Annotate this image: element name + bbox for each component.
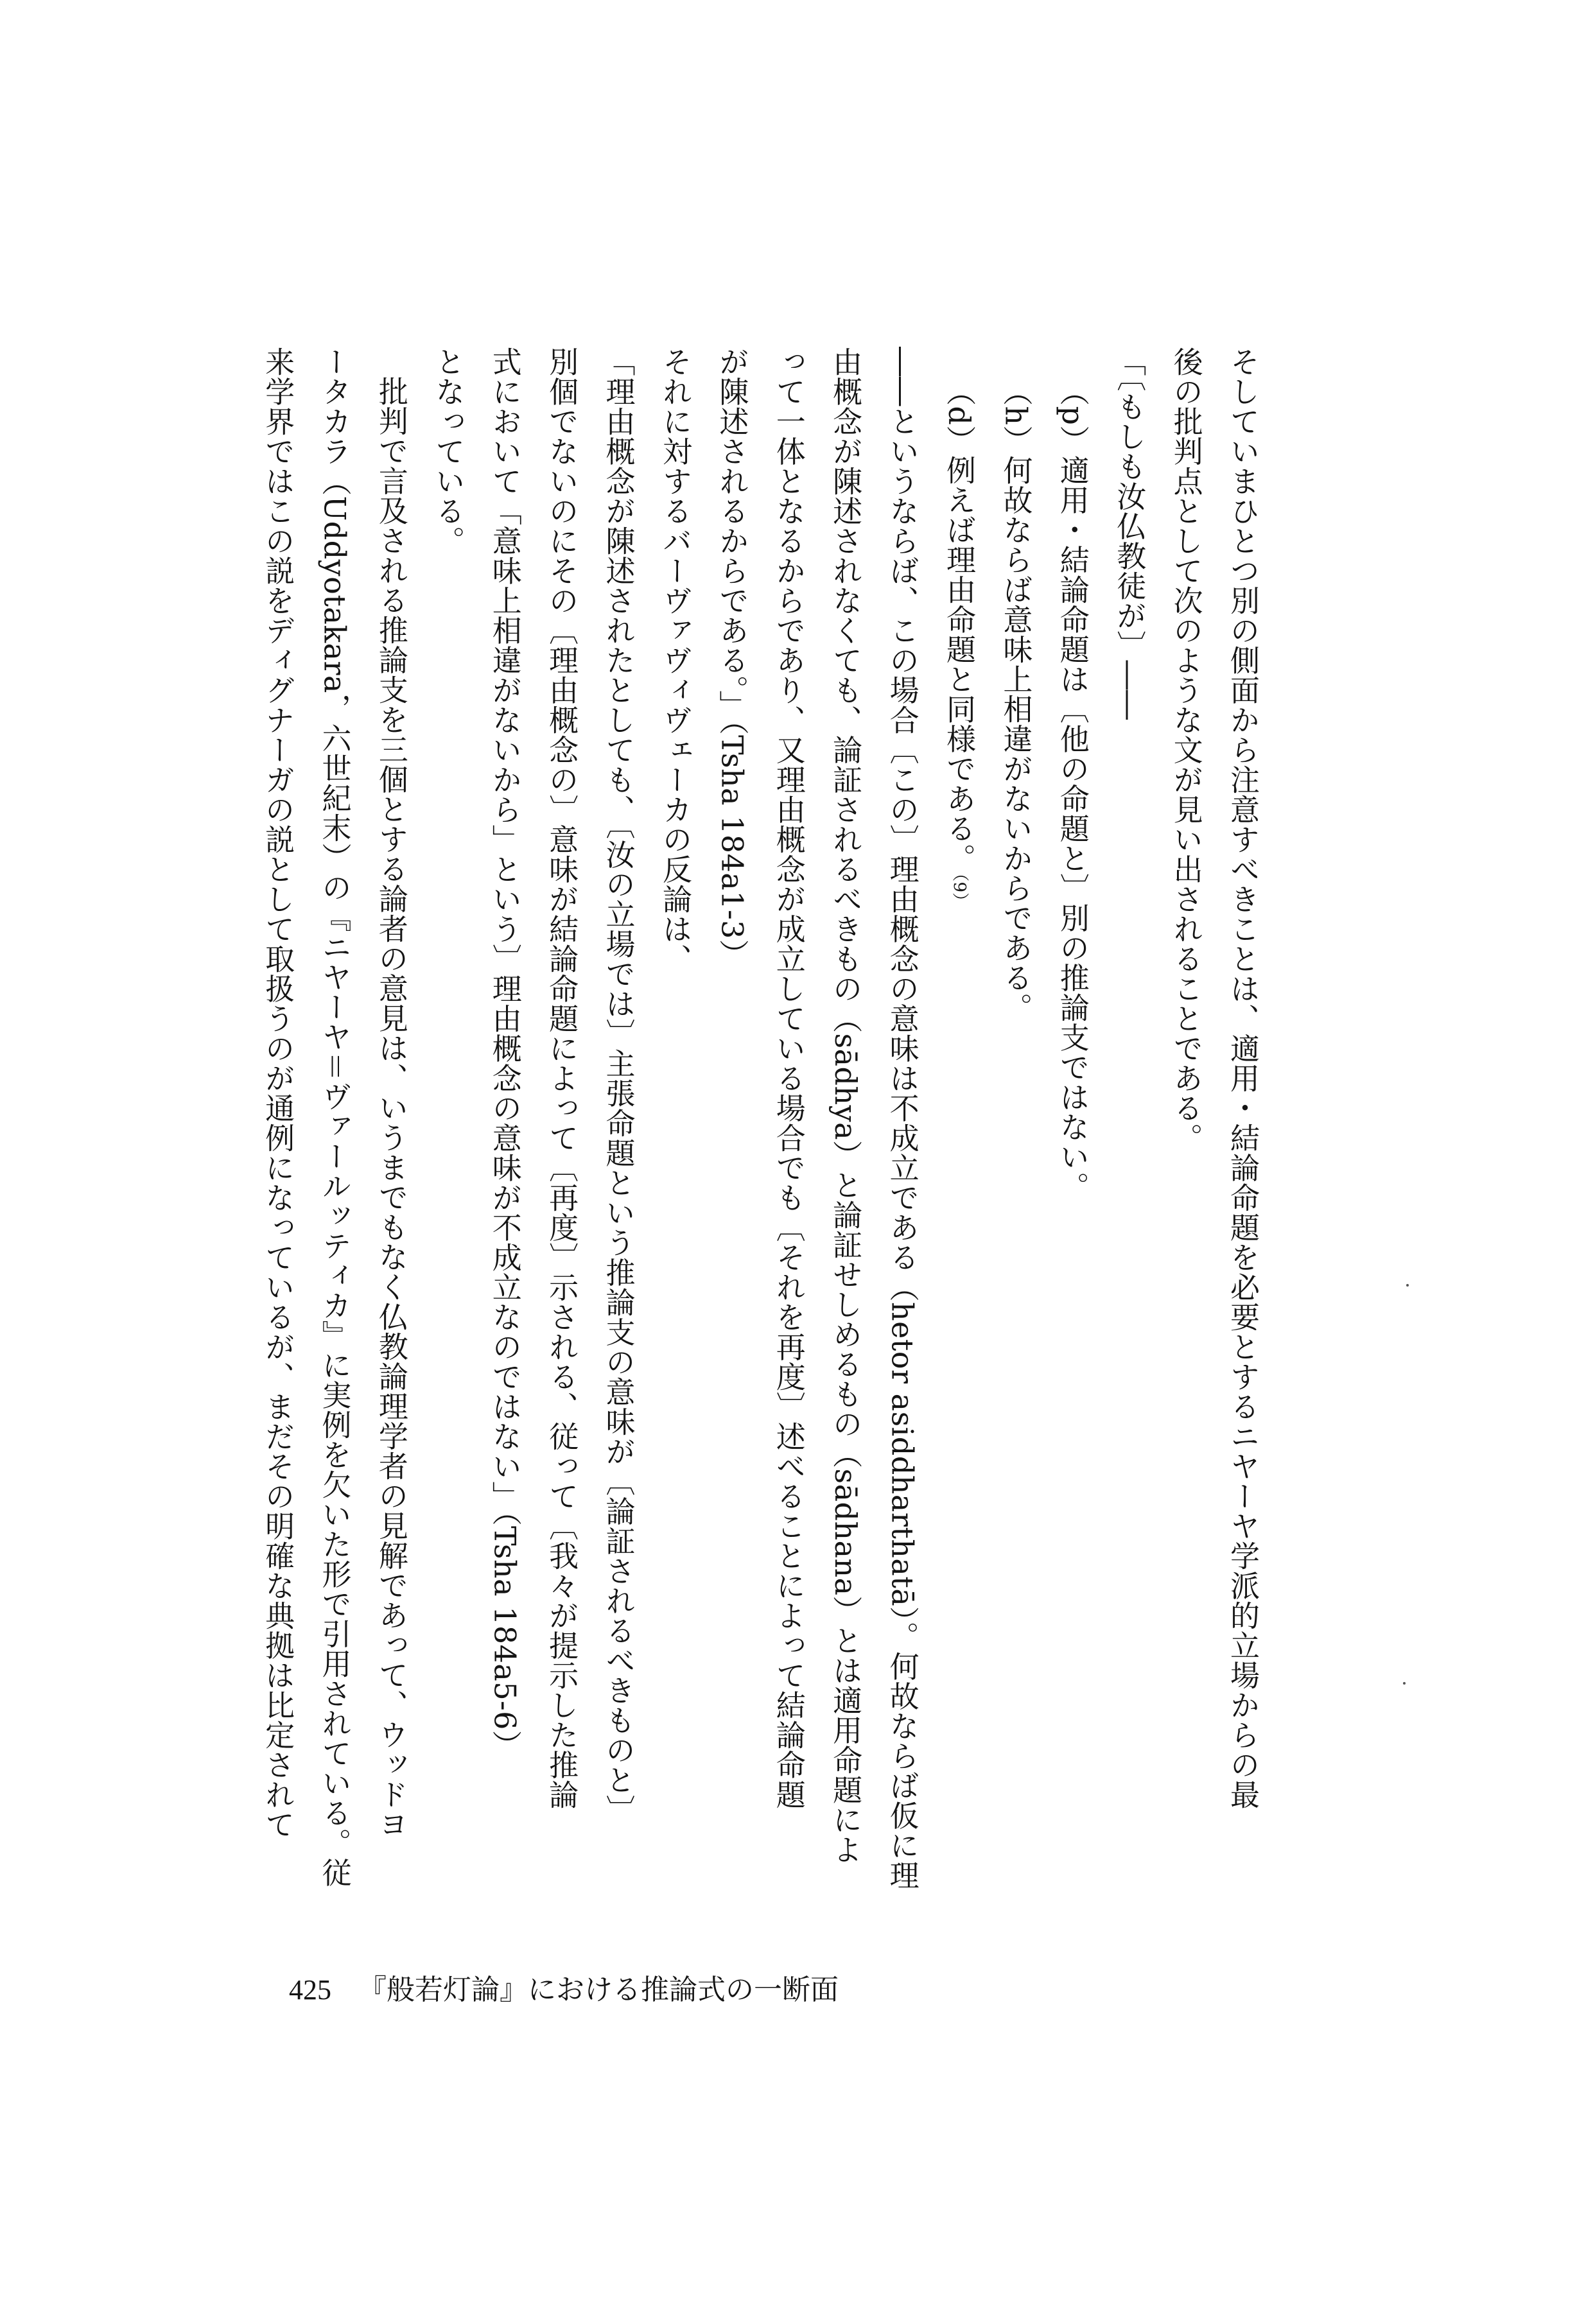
text-line-9: って一体となるからであり、又理由概念が成立している場合でも〔それを再度〕述べることによって結論命題 <box>771 347 806 1810</box>
text-line-4: （p）適用・結論命題は〔他の命題と〕別の推論支ではない。 <box>1055 376 1090 1202</box>
page-footer <box>289 1964 1316 2016</box>
running-title: 『般若灯論』における推論式の一断面 <box>358 1973 839 2006</box>
page-number: 425 <box>289 1974 331 2006</box>
text-line-14: 式において「意味上相違がないから」という〕理由概念の意味が不成立なのではない」（Tsha 184a5-6） <box>487 347 523 1760</box>
body-text <box>250 347 1271 1900</box>
scan-speck <box>1403 1682 1406 1685</box>
note-reference: （9） <box>949 872 969 910</box>
text-line-18: 来学界ではこの説をディグナーガの説として取扱うのが通例になっているが、まだその明確な典拠は比定されて <box>261 347 296 1839</box>
text-line-6 <box>931 347 988 1900</box>
text-line-17: ータカラ（Uddyotakara，六世紀末）の『ニヤーヤ＝ヴァールッティカ』に実例を欠いた形で引用されている。従 <box>317 347 353 1887</box>
text-line-6-body: （d）例えば理由命題と同様である。 <box>941 376 977 873</box>
text-line-10: が陳述されるからである。」（Tsha 184a1-3） <box>715 347 750 969</box>
text-line-2: 後の批判点として次のような文が見い出されることである。 <box>1169 347 1204 1153</box>
text-line-8: 由概念が陳述されなくても、論証されるべきもの（sādhya）と論証せしめるもの（sādhana）とは適用命題によ <box>828 347 864 1865</box>
text-line-15: となっている。 <box>431 347 466 556</box>
text-line-3: 「〔もしも汝仏教徒が〕―― <box>1112 347 1147 720</box>
text-line-11: それに対するバーヴァヴィヴェーカの反論は、 <box>658 347 693 974</box>
scan-speck <box>1406 1284 1409 1287</box>
text-line-5: （h）何故ならば意味上相違がないからである。 <box>998 376 1034 1023</box>
text-line-1: そしていまひとつ別の側面から注意すべきことは、適用・結論命題を必要とするニヤーヤ学派的立場からの最 <box>1226 347 1260 1810</box>
text-line-12: 「理由概念が陳述されたとしても、〔汝の立場では〕主張命題という推論支の意味が〔論証されるべきものと〕 <box>601 347 636 1825</box>
text-line-13: 別個でないのにその〔理由概念の〕意味が結論命題によって〔再度〕示される、従って〔我々が提示した推論 <box>545 347 580 1810</box>
text-line-16: 批判で言及される推論支を三個とする論者の意見は、いうまでもなく仏教論理学者の見解であって、ウッドヨ <box>374 376 409 1839</box>
text-line-7: ――というならば、この場合〔この〕理由概念の意味は不成立である（hetor asiddharthatā）。何故ならば仮に理 <box>885 347 920 1891</box>
